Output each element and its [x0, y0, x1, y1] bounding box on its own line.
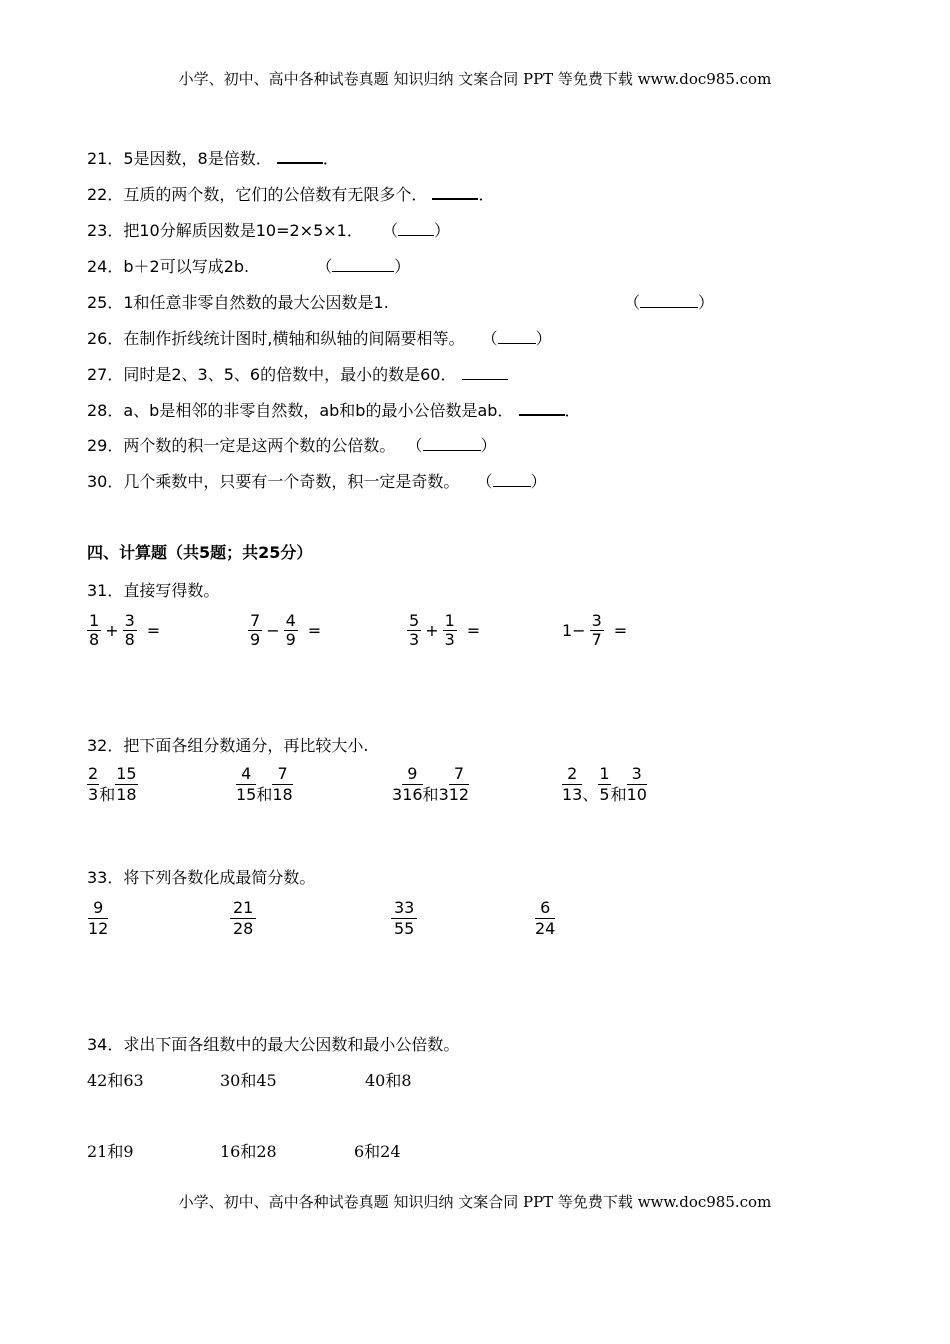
number-pair: 6和24	[354, 1142, 401, 1161]
compare-group: 4 15 和 7 18	[236, 764, 293, 804]
fraction: $\frac{1}{8}$	[89, 611, 100, 649]
question-28: 28．a、b是相邻的非零自然数，ab和b的最小公倍数是ab． ．	[87, 401, 581, 420]
fraction: 7 12	[448, 764, 470, 804]
number-pair: 42和63	[87, 1071, 144, 1090]
number-pair: 30和45	[220, 1071, 277, 1090]
question-24: 24．b＋2可以写成2b. （ ）	[87, 257, 411, 276]
question-31-label: 31．直接写得数。	[87, 581, 220, 600]
question-25-answer: （ ）	[624, 293, 715, 312]
fraction: $\frac{33}{55}$	[391, 898, 417, 939]
fraction: 1 5	[599, 764, 610, 804]
fraction: $\frac{3}{8}$	[124, 611, 135, 649]
fraction: 2 3	[88, 764, 99, 804]
number-pair: 40和8	[365, 1071, 412, 1090]
fraction: $\frac{1}{3}$	[444, 611, 455, 649]
fraction: 9 16	[402, 764, 423, 804]
fraction: $\frac{5}{3}$	[409, 611, 420, 649]
answer-blank[interactable]	[423, 436, 481, 451]
question-21: 21．5是因数，8是倍数． ．	[87, 149, 339, 168]
question-23: 23．把10分解质因数是10=2×5×1． （ ）	[87, 221, 450, 240]
fraction: 7 18	[272, 764, 293, 804]
question-27: 27．同时是2、3、5、6的倍数中，最小的数是60．	[87, 362, 508, 385]
answer-blank[interactable]	[493, 472, 531, 487]
question-30: 30．几个乘数中，只要有一个奇数，积一定是奇数。 （ ）	[87, 472, 547, 491]
fraction: $\frac{7}{9}$	[250, 611, 261, 649]
compare-group: 2 3 和 15 18	[88, 764, 137, 804]
answer-blank[interactable]	[432, 184, 478, 200]
answer-blank[interactable]	[462, 365, 508, 380]
expression: $\frac{7}{9}$ − $\frac{4}{9}$ =	[250, 611, 322, 649]
question-22: 22．互质的两个数，它们的公倍数有无限多个． ．	[87, 185, 495, 204]
question-29: 29．两个数的积一定是这两个数的公倍数。 （ ）	[87, 436, 497, 455]
question-32-label: 32．把下面各组分数通分，再比较大小.	[87, 736, 369, 755]
section-title: 四、计算题（共5题；共25分）	[87, 543, 313, 562]
compare-group: 2 13 、 1 5 和 3 10	[562, 764, 647, 804]
number-pair: 16和28	[220, 1142, 277, 1161]
expression: $\frac{5}{3}$ + $\frac{1}{3}$ =	[409, 611, 481, 649]
fraction: $\frac{4}{9}$	[285, 611, 296, 649]
expression: 1− $\frac{3}{7}$ =	[562, 611, 628, 649]
answer-blank[interactable]	[519, 400, 565, 416]
fraction: 4 15	[236, 764, 257, 804]
fraction: 3 10	[626, 764, 647, 804]
answer-blank[interactable]	[332, 257, 394, 272]
question-25: 25．1和任意非零自然数的最大公因数是1.	[87, 293, 389, 312]
fraction: $\frac{3}{7}$	[591, 611, 602, 649]
question-33-label: 33．将下列各数化成最简分数。	[87, 868, 316, 887]
answer-blank[interactable]	[277, 148, 323, 164]
question-34-label: 34．求出下面各组数中的最大公因数和最小公倍数。	[87, 1035, 460, 1054]
number-pair: 21和9	[87, 1142, 134, 1161]
answer-blank[interactable]	[498, 329, 536, 344]
fraction: 15 18	[116, 764, 137, 804]
fraction: $\frac{6}{24}$	[535, 898, 556, 938]
fraction: $\frac{21}{28}$	[230, 898, 256, 939]
compare-group: 3 9 16 和 3 7 12	[392, 764, 470, 804]
page-footer: 小学、初中、高中各种试卷真题 知识归纳 文案合同 PPT 等免费下载 www.doc985.com	[178, 1193, 772, 1211]
answer-blank[interactable]	[640, 293, 698, 308]
answer-blank[interactable]	[398, 221, 434, 236]
expression: $\frac{1}{8}$ + $\frac{3}{8}$ =	[89, 611, 161, 649]
question-26: 26．在制作折线统计图时,横轴和纵轴的间隔要相等。 （ ）	[87, 329, 552, 348]
page-header: 小学、初中、高中各种试卷真题 知识归纳 文案合同 PPT 等免费下载 www.doc985.com	[178, 70, 772, 88]
fraction: $\frac{9}{12}$	[88, 898, 109, 938]
fraction: 2 13	[562, 764, 583, 804]
